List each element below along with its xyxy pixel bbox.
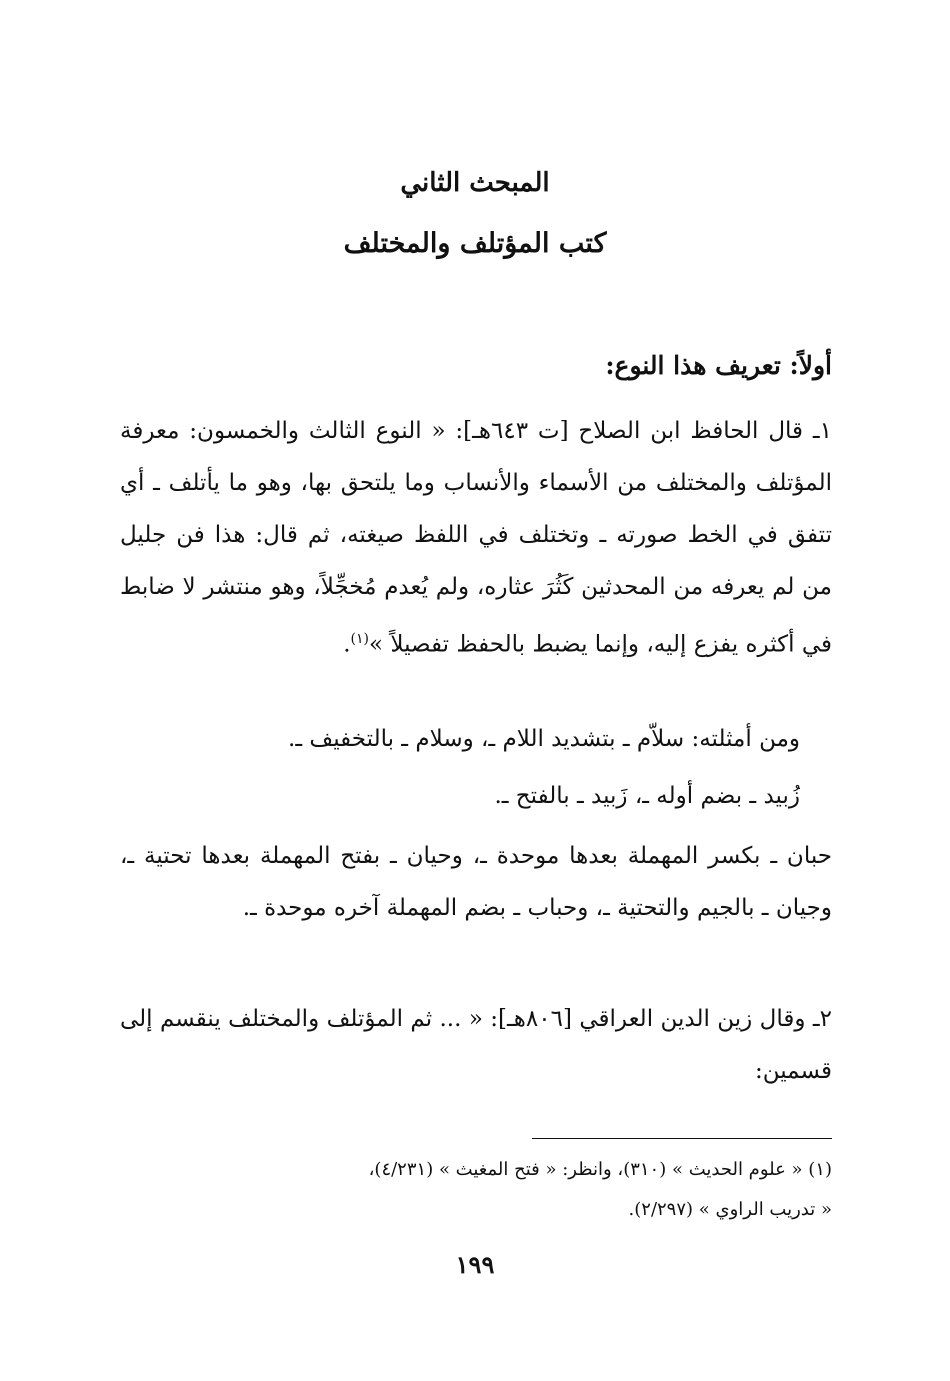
page-number: ١٩٩ xyxy=(455,1250,495,1279)
example-line-sallam: ومن أمثلته: سلاّم ـ بتشديد اللام ـ، وسلام ـ بالتخفيف ـ. xyxy=(288,726,800,752)
footnote-divider xyxy=(532,1138,832,1139)
footnote-line-1: (١) « علوم الحديث » (٣١٠)، وانظر: « فتح المغيث » (٤/٢٣١)، xyxy=(368,1159,832,1180)
paragraph-iraqi-quote: ٢ـ وقال زين الدين العراقي [٨٠٦هـ]: « ... ثم المؤتلف والمختلف ينقسم إلى قسمين: xyxy=(120,1006,833,1084)
chapter-title: المبحث الثاني xyxy=(400,168,550,198)
paragraph-text: ١ـ قال الحافظ ابن الصلاح [ت ٦٤٣هـ]: « النوع الثالث والخمسون: معرفة المؤتلف والمختلف من الأسماء والأنساب وما يلتحق بها، وهو ما يأتلف ـ أي تتفق في الخط صورته ـ وتختلف في اللفظ صيغته، ثم قال: هذا فن جليل من لم يعرفه من المحدثين كَثُرَ عثاره، ولم يُعدم مُخجِّلاً، وهو منتشر لا ضابط في أكثره يفزع إليه، وإنما يضبط بالحفظ تفصيلاً » xyxy=(120,418,832,658)
footnotes xyxy=(120,1150,832,1230)
footnote-line-2: « تدريب الراوي » (٢/٢٩٧). xyxy=(628,1199,832,1220)
footnote-reference: (١) xyxy=(350,631,369,647)
paragraph-ibn-salah-quote xyxy=(120,405,832,671)
example-line-zubayd: زُبيد ـ بضم أوله ـ، زَبيد ـ بالفتح ـ. xyxy=(494,783,800,809)
paragraph-hibban-examples: حبان ـ بكسر المهملة بعدها موحدة ـ، وحيان ـ بفتح المهملة بعدها تحتية ـ، وجيان ـ بالجيم والتحتية ـ، وحباب ـ بضم المهملة آخره موحدة ـ. xyxy=(120,843,832,921)
chapter-subtitle: كتب المؤتلف والمختلف xyxy=(343,228,607,259)
paragraph-end-punctuation: . xyxy=(343,631,351,658)
section-heading: أولاً: تعريف هذا النوع: xyxy=(605,351,832,380)
